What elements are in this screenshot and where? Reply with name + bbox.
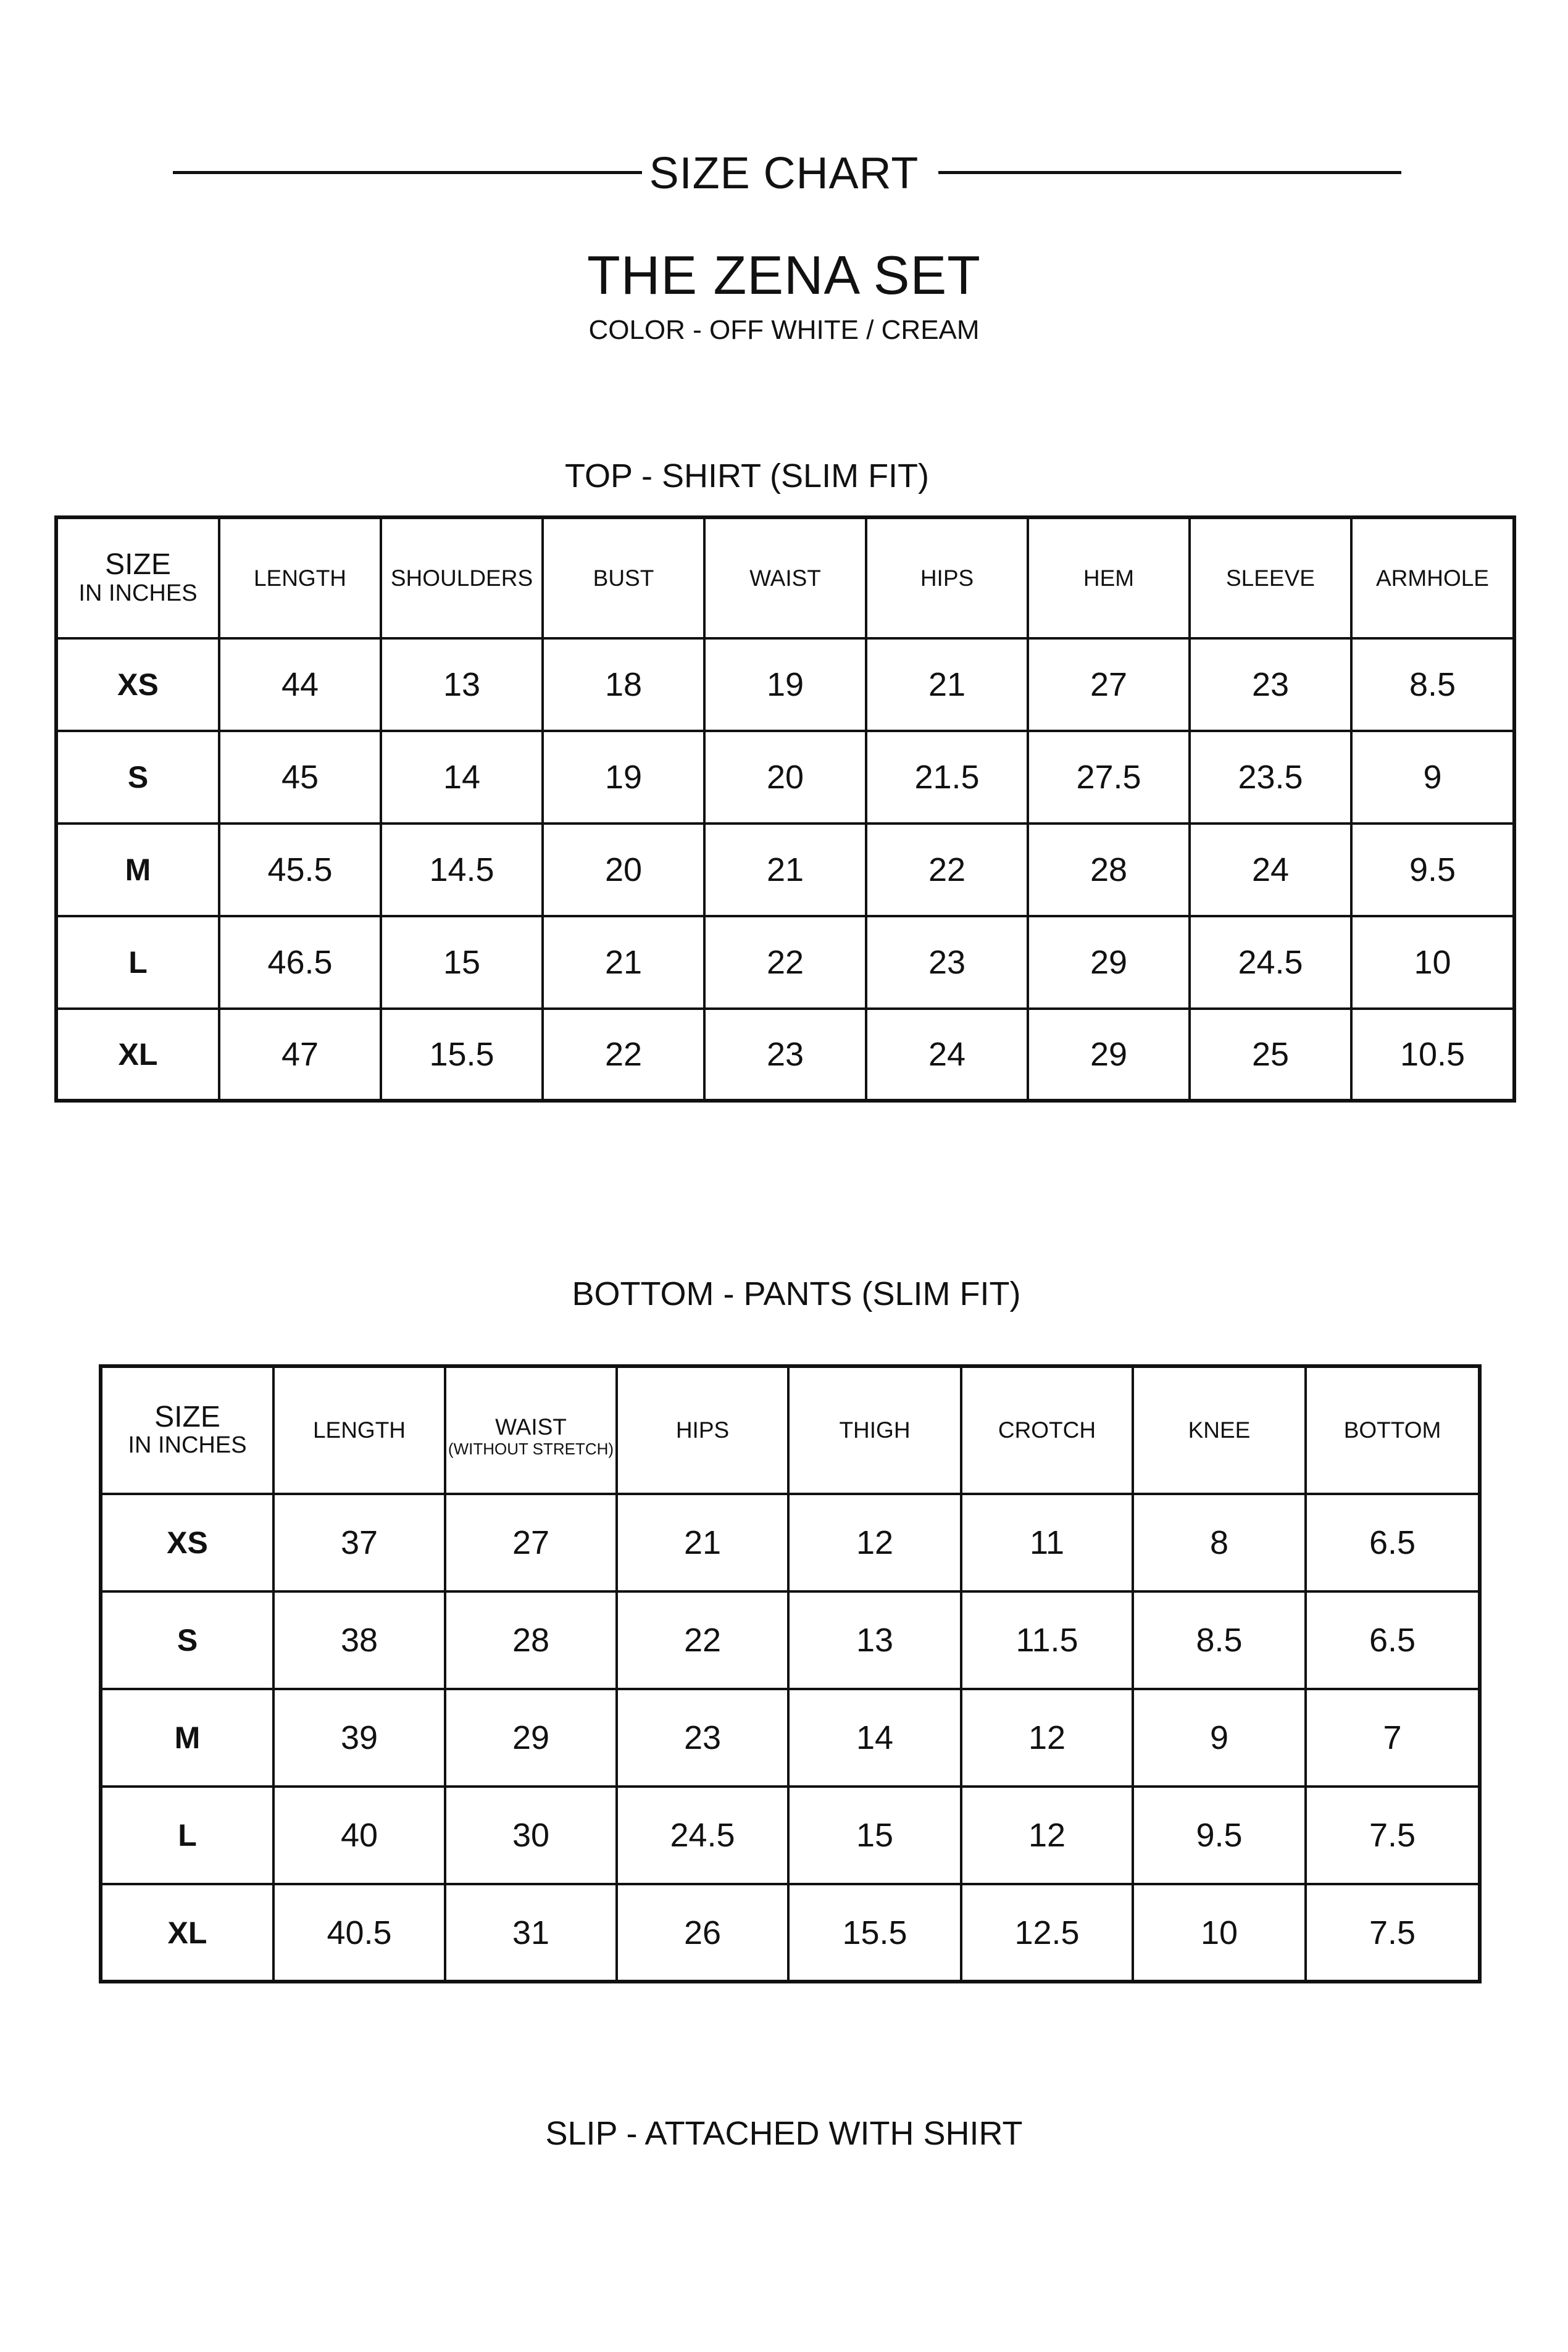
table-cell: 21 — [617, 1494, 788, 1591]
table-row — [56, 916, 1514, 1009]
bottom-size-table — [99, 1364, 1482, 1983]
table-cell: 22 — [617, 1591, 788, 1689]
table-cell: 21 — [866, 638, 1028, 731]
bottom-size-m: M — [101, 1689, 273, 1787]
table-row — [56, 1009, 1514, 1101]
table-cell: 7.5 — [1306, 1787, 1480, 1884]
table-cell: 23.5 — [1190, 731, 1351, 824]
table-cell: 38 — [273, 1591, 445, 1689]
table-cell: 14 — [381, 731, 543, 824]
bottom-col-waist-label: WAIST — [495, 1414, 567, 1440]
table-cell: 23 — [704, 1009, 866, 1101]
table-cell: 21 — [543, 916, 704, 1009]
table-cell: 45.5 — [219, 824, 381, 916]
top-col-shoulders: SHOULDERS — [381, 517, 543, 638]
table-cell: 23 — [617, 1689, 788, 1787]
table-cell: 30 — [445, 1787, 617, 1884]
table-cell: 13 — [381, 638, 543, 731]
top-col-waist: WAIST — [704, 517, 866, 638]
top-size-xl: XL — [56, 1009, 219, 1101]
table-cell: 40 — [273, 1787, 445, 1884]
top-col-hem: HEM — [1028, 517, 1190, 638]
top-col-bust: BUST — [543, 517, 704, 638]
bottom-col-waist — [445, 1366, 617, 1494]
table-cell: 12 — [961, 1787, 1133, 1884]
top-size-l: L — [56, 916, 219, 1009]
table-cell: 14.5 — [381, 824, 543, 916]
table-cell: 7.5 — [1306, 1884, 1480, 1982]
bottom-col-length: LENGTH — [273, 1366, 445, 1494]
table-cell: 26 — [617, 1884, 788, 1982]
table-cell: 24 — [866, 1009, 1028, 1101]
table-cell: 23 — [1190, 638, 1351, 731]
top-size-xs: XS — [56, 638, 219, 731]
size-chart-heading: SIZE CHART — [649, 149, 919, 198]
table-cell: 20 — [704, 731, 866, 824]
table-cell: 14 — [788, 1689, 961, 1787]
table-cell: 39 — [273, 1689, 445, 1787]
table-cell: 6.5 — [1306, 1494, 1480, 1591]
color-label: COLOR - OFF WHITE / CREAM — [588, 315, 980, 345]
table-cell: 13 — [788, 1591, 961, 1689]
top-size-s: S — [56, 731, 219, 824]
bottom-size-s: S — [101, 1591, 273, 1689]
table-row — [101, 1689, 1480, 1787]
set-name: THE ZENA SET — [587, 244, 981, 306]
table-cell: 25 — [1190, 1009, 1351, 1101]
bottom-size-header-line2: IN INCHES — [128, 1432, 247, 1459]
table-cell: 21 — [704, 824, 866, 916]
table-cell: 8.5 — [1133, 1591, 1306, 1689]
top-size-m: M — [56, 824, 219, 916]
bottom-header-row — [101, 1366, 1480, 1494]
table-cell: 9 — [1133, 1689, 1306, 1787]
top-col-length: LENGTH — [219, 517, 381, 638]
table-cell: 12 — [788, 1494, 961, 1591]
table-cell: 27 — [1028, 638, 1190, 731]
table-cell: 15 — [788, 1787, 961, 1884]
top-size-header — [56, 517, 219, 638]
bottom-size-xs: XS — [101, 1494, 273, 1591]
bottom-size-header — [101, 1366, 273, 1494]
table-cell: 9 — [1351, 731, 1514, 824]
table-cell: 22 — [543, 1009, 704, 1101]
table-cell: 7 — [1306, 1689, 1480, 1787]
top-size-table — [54, 515, 1516, 1103]
table-cell: 15.5 — [788, 1884, 961, 1982]
bottom-col-thigh: THIGH — [788, 1366, 961, 1494]
table-cell: 31 — [445, 1884, 617, 1982]
table-cell: 45 — [219, 731, 381, 824]
bottom-col-bottom: BOTTOM — [1306, 1366, 1480, 1494]
bottom-col-hips: HIPS — [617, 1366, 788, 1494]
table-cell: 20 — [543, 824, 704, 916]
top-size-header-line2: IN INCHES — [78, 580, 198, 606]
table-row — [56, 731, 1514, 824]
table-cell: 47 — [219, 1009, 381, 1101]
top-col-hips: HIPS — [866, 517, 1028, 638]
table-cell: 10 — [1133, 1884, 1306, 1982]
table-cell: 23 — [866, 916, 1028, 1009]
table-cell: 19 — [704, 638, 866, 731]
table-cell: 27 — [445, 1494, 617, 1591]
bottom-col-waist-note: (WITHOUT STRETCH) — [448, 1439, 614, 1458]
table-cell: 21.5 — [866, 731, 1028, 824]
table-cell: 29 — [1028, 1009, 1190, 1101]
table-cell: 9.5 — [1133, 1787, 1306, 1884]
table-row — [101, 1787, 1480, 1884]
table-cell: 19 — [543, 731, 704, 824]
table-cell: 8.5 — [1351, 638, 1514, 731]
table-cell: 11.5 — [961, 1591, 1133, 1689]
bottom-col-knee: KNEE — [1133, 1366, 1306, 1494]
table-cell: 11 — [961, 1494, 1133, 1591]
bottom-size-header-line1: SIZE — [154, 1400, 220, 1433]
top-header-row — [56, 517, 1514, 638]
table-cell: 24.5 — [1190, 916, 1351, 1009]
bottom-size-xl: XL — [101, 1884, 273, 1982]
bottom-col-crotch: CROTCH — [961, 1366, 1133, 1494]
table-cell: 12 — [961, 1689, 1133, 1787]
table-cell: 24.5 — [617, 1787, 788, 1884]
top-col-armhole: ARMHOLE — [1351, 517, 1514, 638]
table-cell: 22 — [704, 916, 866, 1009]
table-cell: 10 — [1351, 916, 1514, 1009]
table-cell: 28 — [1028, 824, 1190, 916]
top-size-header-line1: SIZE — [105, 548, 171, 582]
table-row — [56, 638, 1514, 731]
table-row — [56, 824, 1514, 916]
table-cell: 27.5 — [1028, 731, 1190, 824]
bottom-section-title: BOTTOM - PANTS (SLIM FIT) — [572, 1275, 1021, 1312]
top-section-title: TOP - SHIRT (SLIM FIT) — [564, 457, 930, 494]
table-cell: 6.5 — [1306, 1591, 1480, 1689]
top-col-sleeve: SLEEVE — [1190, 517, 1351, 638]
table-row — [101, 1884, 1480, 1982]
table-cell: 12.5 — [961, 1884, 1133, 1982]
table-cell: 46.5 — [219, 916, 381, 1009]
table-row — [101, 1494, 1480, 1591]
table-cell: 29 — [445, 1689, 617, 1787]
table-cell: 24 — [1190, 824, 1351, 916]
table-cell: 29 — [1028, 916, 1190, 1009]
table-cell: 40.5 — [273, 1884, 445, 1982]
table-cell: 10.5 — [1351, 1009, 1514, 1101]
table-cell: 28 — [445, 1591, 617, 1689]
table-cell: 22 — [866, 824, 1028, 916]
table-row — [101, 1591, 1480, 1689]
bottom-size-l: L — [101, 1787, 273, 1884]
table-cell: 37 — [273, 1494, 445, 1591]
table-cell: 9.5 — [1351, 824, 1514, 916]
table-cell: 15 — [381, 916, 543, 1009]
table-cell: 18 — [543, 638, 704, 731]
slip-note: SLIP - ATTACHED WITH SHIRT — [545, 2115, 1023, 2152]
table-cell: 15.5 — [381, 1009, 543, 1101]
table-cell: 8 — [1133, 1494, 1306, 1591]
table-cell: 44 — [219, 638, 381, 731]
